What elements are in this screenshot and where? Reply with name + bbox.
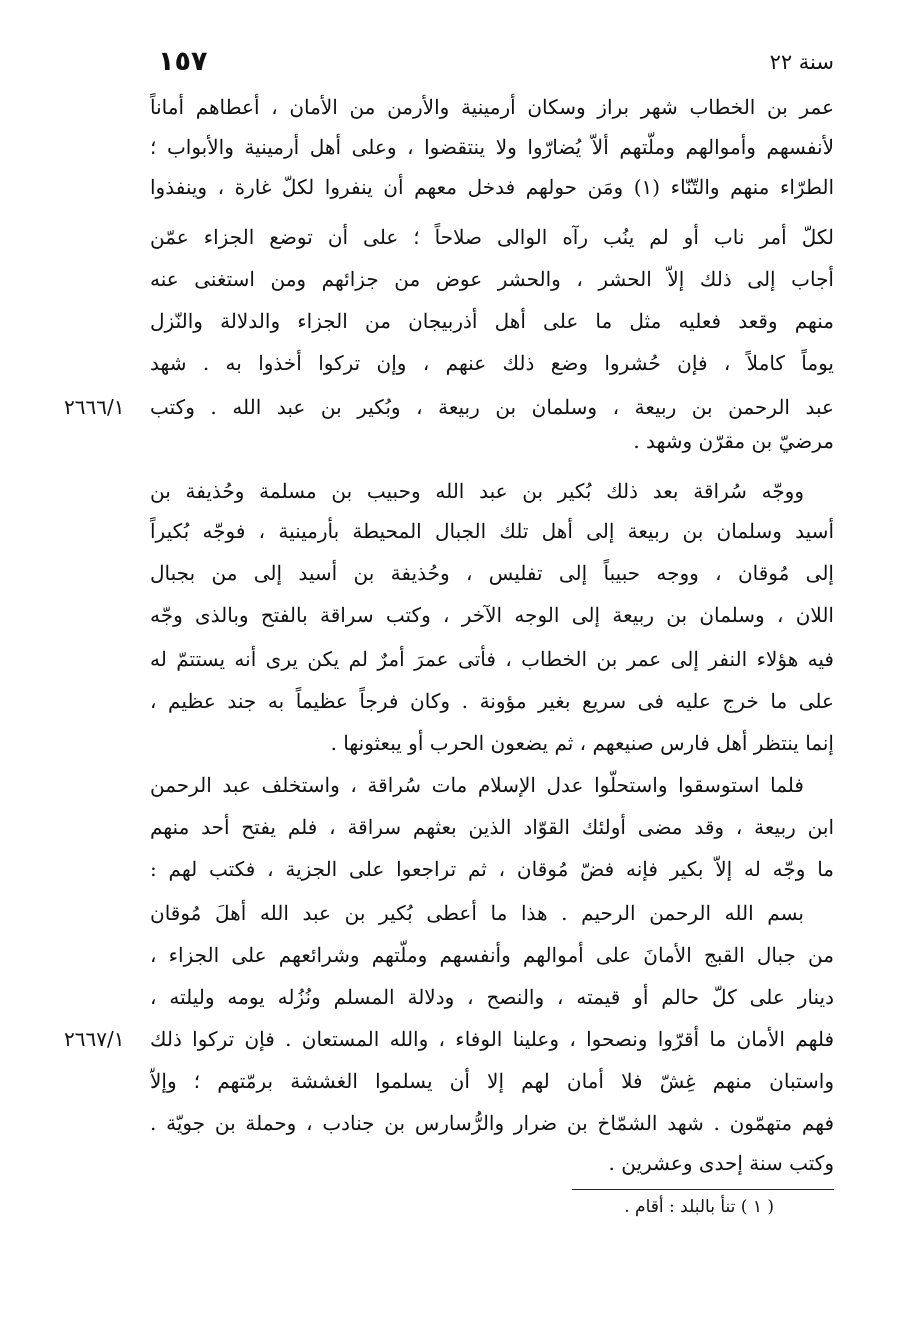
text-line: بسم الله الرحمن الرحيم . هذا ما أعطى بُكير بن عبد الله أهلَ مُوقان — [150, 901, 804, 925]
text-line: لكلّ أمر ناب أو لم ينُب رآه الوالى صلاحاً ؛ على أن توضع الجزاء عمّن — [150, 225, 834, 249]
text-line: لأنفسهم وأموالهم وملّتهم ألاّ يُضارّوا ولا ينتقضوا ، وعلى أهل أرمينية والأبواب ؛ — [150, 135, 834, 159]
text-line: ما وجّه له إلاّ بكير فإنه فضّ مُوقان ، ثم تراجعوا على الجزية ، فكتب لهم : — [150, 857, 834, 881]
text-line: فيه هؤلاء النفر إلى عمر بن الخطاب ، فأتى عمرَ أمرٌ لم يكن يرى أنه يستتمّ له — [150, 647, 834, 671]
text-line: إنما ينتظر أهل فارس صنيعهم ، ثم يضعون الحرب أو يبعثونها . — [330, 731, 834, 755]
margin-reference: ٢٦٦٦/١ — [64, 395, 125, 419]
footnote: ( ١ ) تنأ بالبلد : أقام . — [624, 1197, 774, 1217]
text-line: من جبال القبج الأمانَ على أموالهم وأنفسهم وملّتهم وشرائعهم على الجزاء ، — [150, 943, 834, 967]
text-line: دينار على كلّ حالم أو قيمته ، والنصح ، ودلالة المسلم ونُزُله يومه وليلته ، — [150, 985, 834, 1009]
text-line: مرضيّ بن مقرّن وشهد . — [633, 429, 834, 453]
text-line: فلهم الأمان ما أقرّوا ونصحوا ، وعلينا الوفاء ، والله المستعان . فإن تركوا ذلك — [150, 1027, 834, 1051]
text-line: وكتب سنة إحدى وعشرين . — [608, 1151, 834, 1175]
running-header-year: سنة ٢٢ — [769, 50, 834, 74]
text-line: عمر بن الخطاب شهر براز وسكان أرمينية والأرمن من الأمان ، أعطاهم أماناً — [150, 95, 834, 119]
text-line: ووجّه سُراقة بعد ذلك بُكير بن عبد الله وحبيب بن مسلمة وحُذيفة بن — [150, 479, 804, 503]
text-line: ابن ربيعة ، وقد مضى أولئك القوّاد الذين بعثهم سراقة ، فلم يفتح أحد منهم — [150, 815, 834, 839]
text-line: على ما خرج عليه فى سريع بغير مؤونة . وكان فرجاً عظيماً به جند عظيم ، — [150, 689, 834, 713]
footnote-rule — [572, 1189, 834, 1190]
text-line: فهم متهمّون . شهد الشمّاخ بن ضرار والرُّسارس بن جنادب ، وحملة بن جويّة . — [150, 1111, 834, 1135]
text-line: عبد الرحمن بن ربيعة ، وسلمان بن ربيعة ، وبُكير بن عبد الله . وكتب — [150, 395, 834, 419]
text-line: الطرّاء منهم والتّنّاء (١) ومَن حولهم فدخل معهم أن ينفروا لكلّ غارة ، وينفذوا — [150, 175, 834, 199]
text-line: أسيد وسلمان بن ربيعة إلى أهل تلك الجبال المحيطة بأرمينية ، فوجّه بُكيراً — [150, 519, 834, 543]
text-line: واستبان منهم غِشّ فلا أمان لهم إلا أن يسلموا الغششة برمّتهم ؛ وإلاّ — [150, 1069, 834, 1093]
text-line: منهم وقعد فعليه مثل ما على أهل أذربيجان من الجزاء والدلالة والنّزل — [150, 309, 834, 333]
page-number: ١٥٧ — [158, 46, 208, 77]
text-line: إلى مُوقان ، ووجه حبيباً إلى تفليس ، وحُذيفة بن أسيد إلى من بجبال — [150, 561, 834, 585]
text-line: يوماً كاملاً ، فإن حُشروا وضع ذلك عنهم ، وإن تركوا أخذوا به . شهد — [150, 351, 834, 375]
text-line: اللان ، وسلمان بن ربيعة إلى الوجه الآخر ، وكتب سراقة بالفتح وبالذى وجّه — [150, 603, 834, 627]
text-line: أجاب إلى ذلك إلاّ الحشر ، والحشر عوض من جزائهم ومن استغنى عنه — [150, 267, 834, 291]
text-line: فلما استوسقوا واستحلّوا عدل الإسلام مات سُراقة ، واستخلف عبد الرحمن — [150, 773, 804, 797]
margin-reference: ٢٦٦٧/١ — [64, 1027, 125, 1051]
